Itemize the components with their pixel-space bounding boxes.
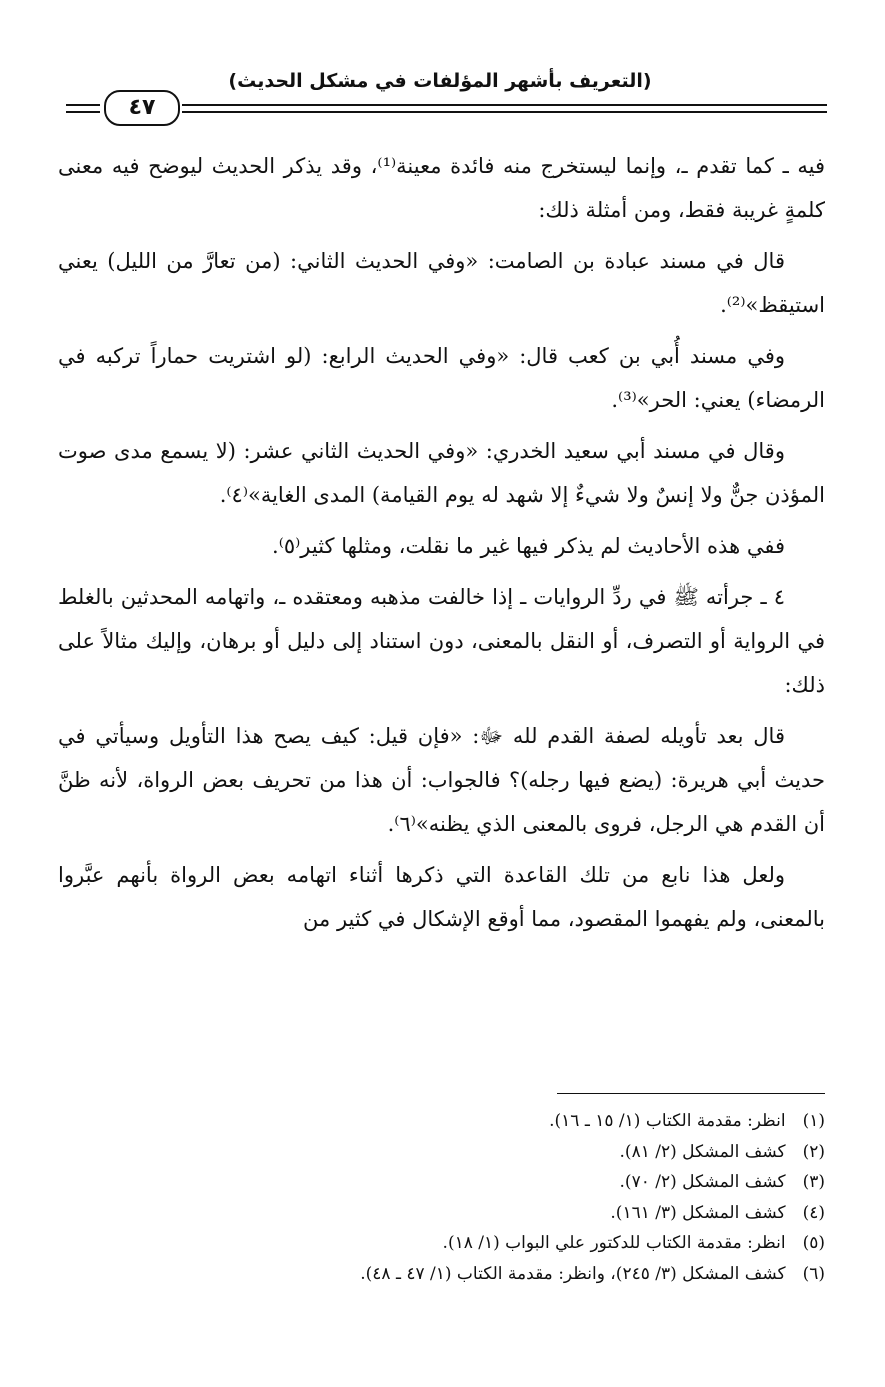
footnote [58,1259,825,1290]
paragraph: ولعل هذا نابع من تلك القاعدة التي ذكرها أثناء اتهامه بعض الرواة بأنهم عبَّروا بالمعنى، ولم يفهموا المقصود، مما أوقع الإشكال في كثير من [58,863,825,931]
footnote-separator [557,1093,825,1094]
paragraph: وفي مسند أُبي بن كعب قال: «وفي الحديث الرابع: (لو اشتريت حماراً تركبه في الرمضاء) يعني: الحر»⁽³⁾. [58,344,825,412]
running-title: (التعريف بأشهر المؤلفات في مشكل الحديث) [228,70,652,92]
paragraph: ففي هذه الأحاديث لم يذكر فيها غير ما نقلت، ومثلها كثير⁽٥⁾. [272,534,785,558]
paragraph: فيه ـ كما تقدم ـ، وإنما ليستخرج منه فائدة معينة⁽¹⁾، وقد يذكر الحديث ليوضح فيه معنى كلمةٍ غريبة فقط، ومن أمثلة ذلك: [58,154,826,222]
header-rule [182,104,827,113]
paragraph: قال في مسند عبادة بن الصامت: «وفي الحديث الثاني: (من تعارَّ من الليل) يعني استيقظ»⁽²⁾. [58,249,825,317]
footnote-text: كشف المشكل (٢/ ٧٠). [619,1172,786,1192]
footnote [58,1198,825,1229]
footnote-text: انظر: مقدمة الكتاب للدكتور علي البواب (١/ ١٨). [442,1233,786,1253]
page-number: ٤٧ [104,90,180,126]
body-text [58,144,825,948]
footnote-text: كشف المشكل (٢/ ٨١). [619,1141,786,1162]
footnote-text: كشف المشكل (٣/ ١٦١). [610,1202,786,1223]
footnote-number: (٥) [802,1233,825,1253]
footnote-text: كشف المشكل (٣/ ٢٤٥)، وانظر: مقدمة الكتاب (١/ ٤٧ ـ ٤٨). [360,1263,786,1284]
footnotes [58,1106,825,1289]
footnote-text: انظر: مقدمة الكتاب (١/ ١٥ ـ ١٦). [549,1111,786,1131]
footnote-number: (٣) [802,1172,825,1192]
footnote-number: (٤) [802,1202,825,1223]
footnote [58,1167,825,1198]
paragraph: وقال في مسند أبي سعيد الخدري: «وفي الحديث الثاني عشر: (لا يسمع مدى صوت المؤذن جنٌّ ولا إنسٌ ولا شيءٌ إلا شهد له يوم القيامة) المدى الغاية»⁽٤⁾. [58,439,825,507]
paragraph: قال بعد تأويله لصفة القدم لله ﷻ: «فإن قيل: كيف يصح هذا التأويل وسيأتي في حديث أبي هريرة: (يضع فيها رجله)؟ فالجواب: أن هذا من تحريف بعض الرواة، لأنه ظنَّ أن القدم هي الرجل، فروى بالمعنى الذي يظنه»⁽٦⁾. [58,724,825,836]
footnote [58,1228,825,1259]
paragraph: ٤ ـ جرأته ﷺ في ردِّ الروايات ـ إذا خالفت مذهبه ومعتقده ـ، واتهامه المحدثين بالغلط في الرواية أو التصرف، أو النقل بالمعنى، دون استناد إلى دليل أو برهان، وإليك مثالاً على ذلك: [58,585,825,697]
footnote-number: (١) [802,1111,825,1131]
footnote [58,1137,825,1168]
footnote-number: (٦) [802,1263,825,1284]
footnote [58,1106,825,1137]
footnote-number: (٢) [802,1141,825,1162]
header-rule-left [66,104,100,113]
